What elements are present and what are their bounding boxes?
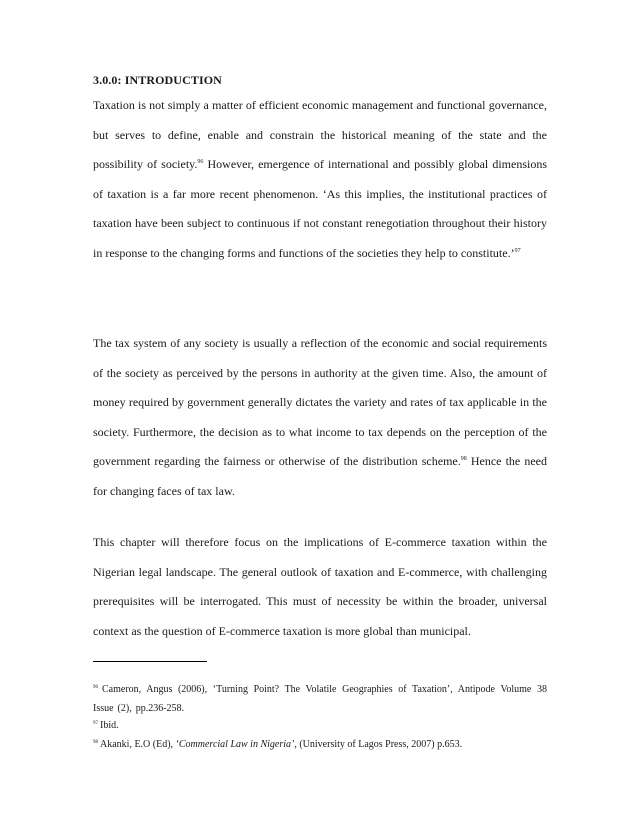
footnote-ref-98[interactable]: 98 (460, 456, 467, 463)
footnote-96 (93, 680, 547, 718)
footnote-book-title: ‘Commercial Law in Nigeria’ (175, 739, 295, 750)
paragraph-taxation (93, 91, 547, 269)
footnote-ref-96[interactable]: 96 (197, 159, 204, 166)
paragraph-text: The tax system of any society is usually a reflection of the economic and social requirements of the society as perceived by the persons in authority at the given time. Also, the amount of money required by government generally dictates the variety and rates of tax applicable in the society. Furthermore, the decision as to what income to tax depends on the perception of the government regarding the fairness or otherwise of the distribution scheme. (93, 336, 547, 469)
footnote-ref-97[interactable]: 97 (514, 247, 521, 254)
footnote-number: 98 (93, 740, 98, 745)
paragraph-chapter-focus: This chapter will therefore focus on the implications of E-commerce taxation within the Nigerian legal landscape. The general outlook of taxation and E-commerce, with challenging prerequisites will be interrogated. This must of necessity be within the broader, universal context as the question of E-commerce taxation is more global than municipal. (93, 535, 547, 638)
paragraph-tax-system (93, 329, 547, 507)
footnote-divider (93, 661, 207, 662)
footnote-text: Cameron, Angus (2006), ‘Turning Point? The Volatile Geographies of Taxation’, Antipode Volume 38 Issue (2), pp.236-258. (93, 684, 547, 714)
footnote-text: Akanki, E.O (Ed), (100, 739, 176, 750)
paragraph-text: Taxation is not simply a matter of efficient economic management and functional governance, but serves to define, enable and constrain the historical meaning of the state and the possibility of society. (93, 98, 547, 172)
paragraph-text: Hence the need for changing faces of tax law. (93, 454, 547, 498)
footnote-number: 97 (93, 721, 98, 726)
footnote-number: 96 (93, 685, 98, 690)
footnote-98 (93, 735, 547, 754)
footnote-text: Ibid. (100, 720, 119, 731)
section-heading: 3.0.0: INTRODUCTION (93, 73, 222, 87)
footnote-text: , (University of Lagos Press, 2007) p.653. (294, 739, 463, 750)
paragraph-text: However, emergence of international and possibly global dimensions of taxation is a far more recent phenomenon. ‘As this implies, the institutional practices of taxation have been subject to continuous if not constant renegotiation throughout their history in response to the changing forms and functions of the societies they help to constitute.’ (93, 157, 547, 260)
footnote-97 (93, 716, 547, 735)
